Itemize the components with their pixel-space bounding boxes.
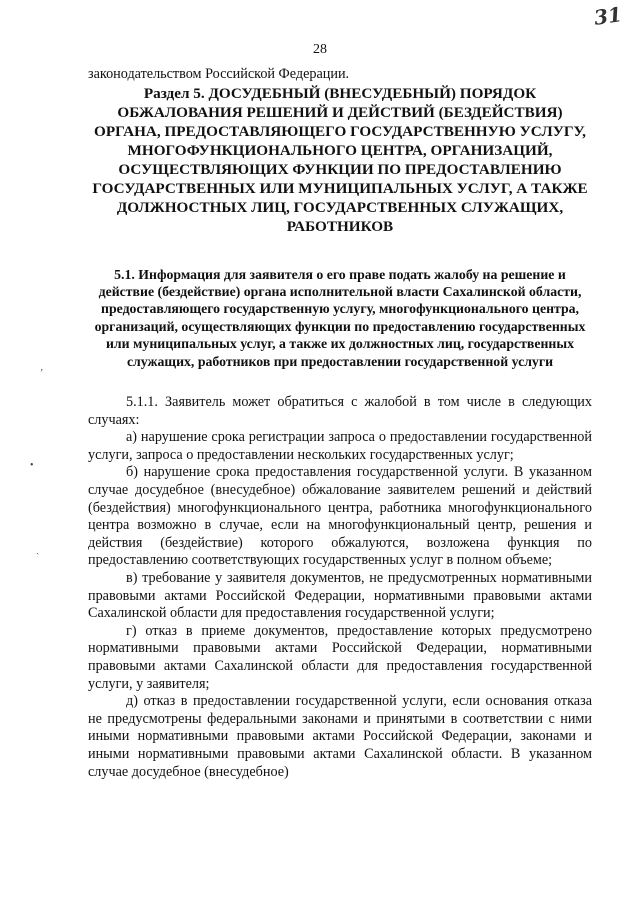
margin-mark: ʼ	[40, 368, 44, 379]
paragraph-5-1-1: 5.1.1. Заявитель может обратиться с жалобой в том числе в следующих случаях:	[88, 394, 592, 428]
paragraph-g: г) отказ в приеме документов, предоставление которых предусмотрено нормативными правовыми актами Российской Федерации, нормативными правовыми актами Сахалинской области для предоставления государственной услуги, у заявителя;	[88, 622, 592, 692]
subsection-title: 5.1. Информация для заявителя о его праве подать жалобу на решение и действие (бездействие) органа исполнительной власти Сахалинской области, предоставляющего государственную услугу, многофункционального центра, организаций, осуществляющих функции по предоставлению государственных или муниципальных услуг, а также их должностных лиц, государственных служащих, работников при предоставлении государственной услуги	[94, 266, 586, 369]
paragraph-v: в) требование у заявителя документов, не предусмотренных нормативными правовыми актами Российской Федерации, нормативными правовыми актами Сахалинской области для предоставления государственной услуги;	[88, 569, 592, 622]
paragraph-a: а) нарушение срока регистрации запроса о предоставлении государственной услуги, запроса о предоставлении нескольких государственных услуг;	[88, 429, 592, 463]
intro-line: законодательством Российской Федерации.	[88, 66, 350, 82]
paragraph-b: б) нарушение срока предоставления государственной услуги. В указанном случае досудебное (внесудебное) обжалование заявителем решений и действий (бездействия) многофункционального центра, работника многофункционального центра возможно в случае, если на многофункциональный центр, решения и действия (бездействие) которого обжалуются, возложена функция по предоставлению соответствующих государственных услуг в полном объеме;	[88, 464, 592, 569]
page-number: 28	[313, 42, 327, 57]
section-title: Раздел 5. ДОСУДЕБНЫЙ (ВНЕСУДЕБНЫЙ) ПОРЯДОК ОБЖАЛОВАНИЯ РЕШЕНИЙ И ДЕЙСТВИЙ (БЕЗДЕЙСТВИЯ) ОРГАНА, ПРЕДОСТАВЛЯЮЩЕГО ГОСУДАРСТВЕННУЮ УСЛУГУ, МНОГОФУНКЦИОНАЛЬНОГО ЦЕНТРА, ОРГАНИЗАЦИЙ, ОСУЩЕСТВЛЯЮЩИХ ФУНКЦИИ ПО ПРЕДОСТАВЛЕНИЮ ГОСУДАРСТВЕННЫХ ИЛИ МУНИЦИПАЛЬНЫХ УСЛУГ, А ТАКЖЕ ДОЛЖНОСТНЫХ ЛИЦ, ГОСУДАРСТВЕННЫХ СЛУЖАЩИХ, РАБОТНИКОВ	[92, 84, 588, 235]
margin-mark: •	[30, 460, 34, 471]
paragraph-d: д) отказ в предоставлении государственной услуги, если основания отказа не предусмотрены федеральными законами и принятыми в соответствии с ними иными нормативными правовыми актами Российской Федерации, законами и иными нормативными правовыми актами Сахалинской области. В указанном случае досудебное (внесудебное)	[88, 693, 592, 780]
margin-mark: ˎ	[36, 544, 40, 555]
document-body	[88, 66, 592, 781]
handwritten-page-number: 31	[592, 2, 624, 30]
